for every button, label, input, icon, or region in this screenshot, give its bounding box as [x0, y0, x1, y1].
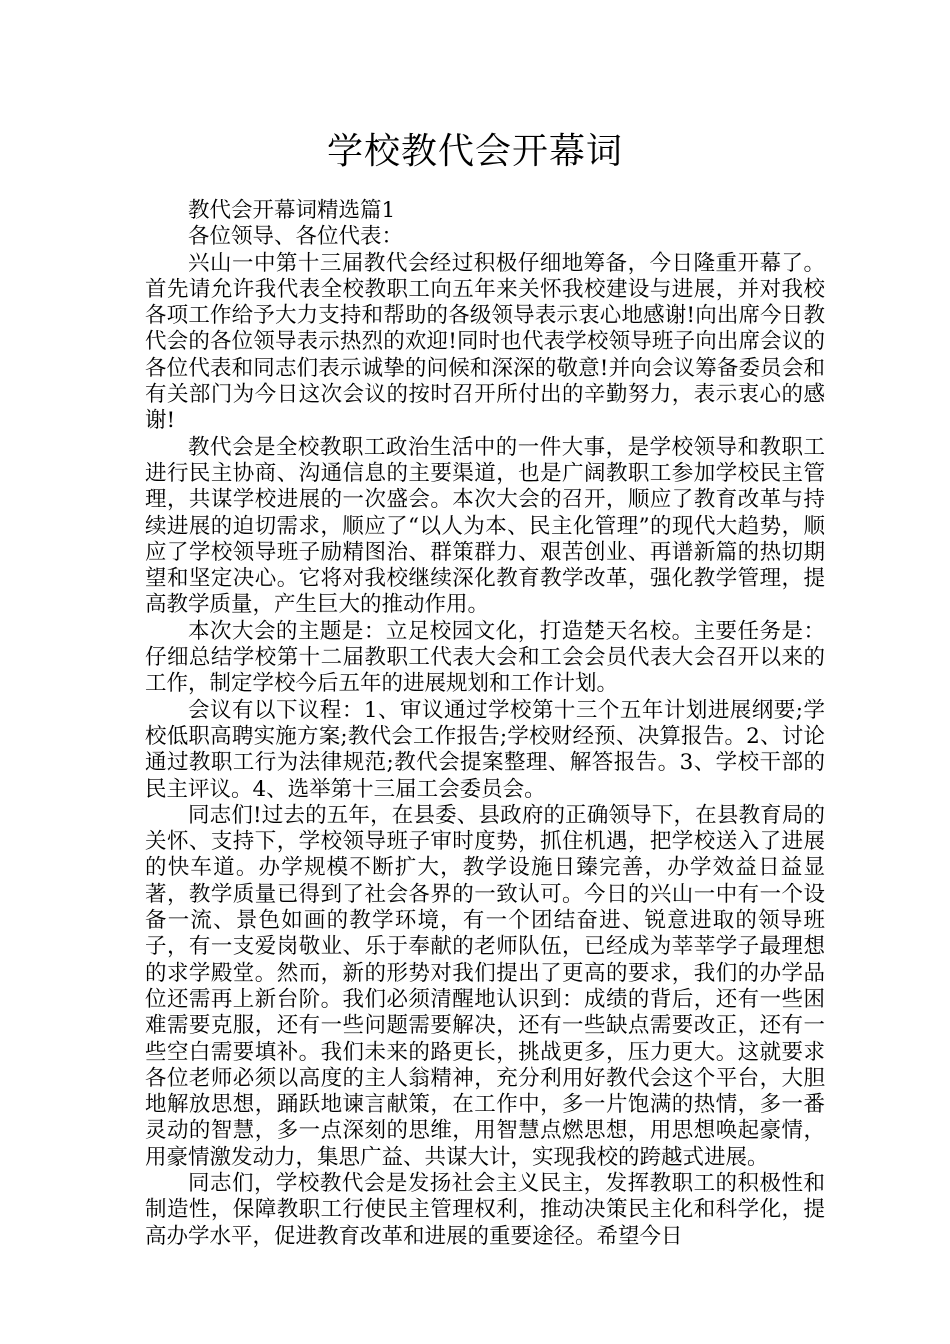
paragraph-salutation: 各位领导、各位代表：	[188, 224, 404, 250]
document-body	[145, 198, 825, 1250]
paragraph-significance: 教代会是全校教职工政治生活中的一件大事，是学校领导和教职工进行民主协商、沟通信息的主要渠道，也是广阔教职工参加学校民主管理，共谋学校进展的一次盛会。本次大会的召开，顺应了教育改革与持续进展的迫切需求，顺应了“以人为本、民主化管理”的现代大趋势，顺应了学校领导班子励精图治、群策群力、艰苦创业、再谱新篇的热切期望和坚定决心。它将对我校继续深化教育教学改革，强化教学管理，提高教学质量，产生巨大的推动作用。	[145, 434, 825, 618]
paragraph-agenda: 会议有以下议程：1、审议通过学校第十三个五年计划进展纲要;学校低职高聘实施方案;教代会工作报告;学校财经预、决算报告。2、讨论通过教职工行为法律规范;教代会提案整理、解答报告。3、学校干部的民主评议。4、选举第十三届工会委员会。	[145, 697, 825, 802]
paragraph-theme: 本次大会的主题是：立足校园文化，打造楚天名校。主要任务是：仔细总结学校第十二届教职工代表大会和工会会员代表大会召开以来的工作，制定学校今后五年的进展规划和工作计划。	[145, 618, 825, 697]
paragraph-subtitle: 教代会开幕词精选篇1	[188, 198, 396, 223]
paragraph-closing: 同志们，学校教代会是发扬社会主义民主，发挥教职工的积极性和制造性，保障教职工行使民主管理权利，推动决策民主化和科学化，提高办学水平，促进教育改革和进展的重要途径。希望今日	[145, 1170, 825, 1249]
paragraph-opening: 兴山一中第十三届教代会经过积极仔细地筹备，今日隆重开幕了。首先请允许我代表全校教职工向五年来关怀我校建设与进展，并对我校各项工作给予大力支持和帮助的各级领导表示衷心地感谢!向出席今日教代会的各位领导表示热烈的欢迎!同时也代表学校领导班子向出席会议的各位代表和同志们表示诚挚的问候和深深的敬意!并向会议筹备委员会和有关部门为今日这次会议的按时召开所付出的辛勤努力，表示衷心的感谢!	[145, 250, 825, 434]
document-title: 学校教代会开幕词	[326, 131, 623, 172]
paragraph-review: 同志们!过去的五年，在县委、县政府的正确领导下，在县教育局的关怀、支持下，学校领导班子审时度势，抓住机遇，把学校送入了进展的快车道。办学规模不断扩大，教学设施日臻完善，办学效益日益显著，教学质量已得到了社会各界的一致认可。今日的兴山一中有一个设备一流、景色如画的教学环境，有一个团结奋进、锐意进取的领导班子，有一支爱岗敬业、乐于奉献的老师队伍，已经成为莘莘学子最理想的求学殿堂。然而，新的形势对我们提出了更高的要求，我们的办学品位还需再上新台阶。我们必须清醒地认识到：成绩的背后，还有一些困难需要克服，还有一些问题需要解决，还有一些缺点需要改正，还有一些空白需要填补。我们未来的路更长，挑战更多，压力更大。这就要求各位老师必须以高度的主人翁精神，充分利用好教代会这个平台，大胆地解放思想，踊跃地谏言献策，在工作中，多一片饱满的热情，多一番灵动的智慧，多一点深刻的思维，用智慧点燃思想，用思想唤起豪情，用豪情激发动力，集思广益、共谋大计，实现我校的跨越式进展。	[145, 802, 825, 1170]
